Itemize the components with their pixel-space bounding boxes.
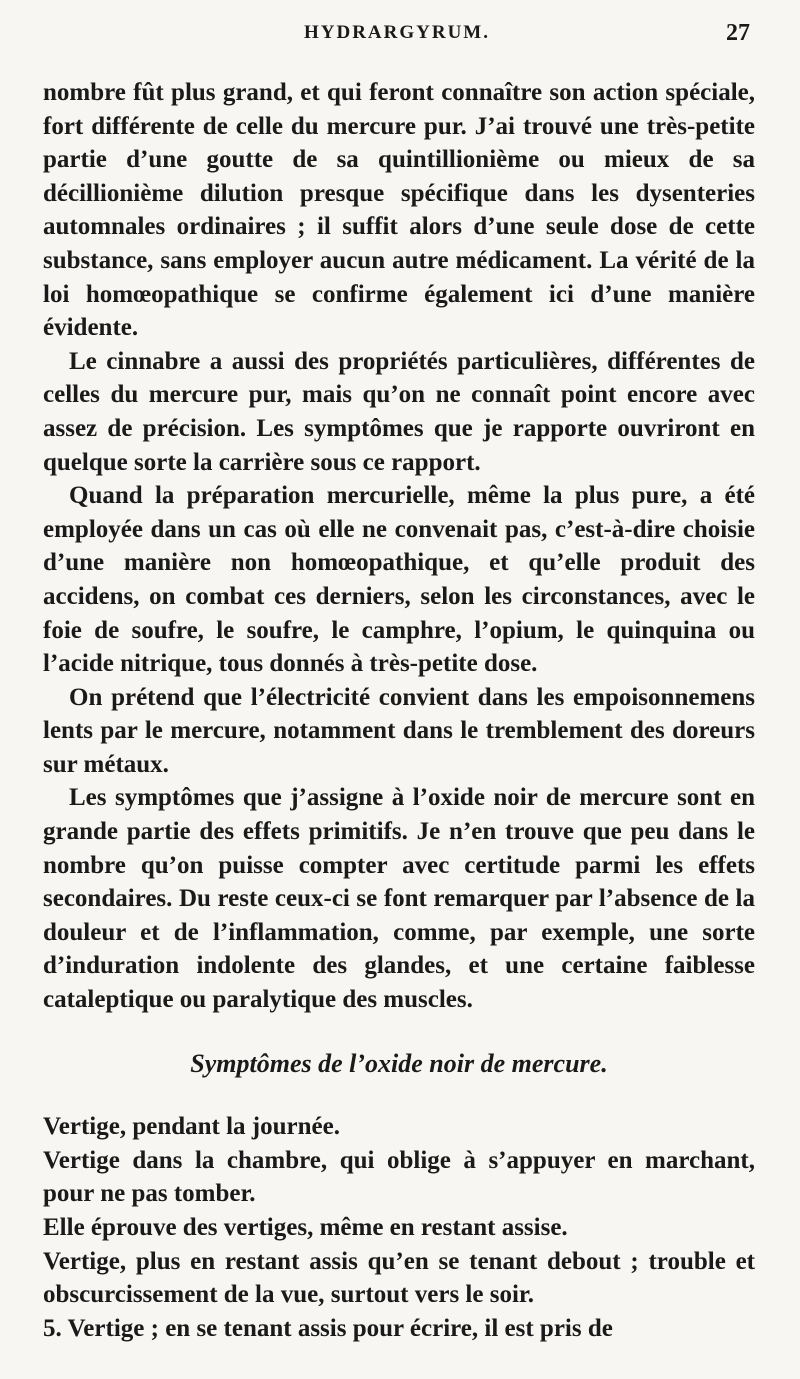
body-text <box>43 76 755 1345</box>
paragraph: nombre fût plus grand, et qui feront connaître son action spéciale, fort différente de celle du mercure pur. J’ai trouvé une très-petite partie d’une goutte de sa quintillionième ou mieux de sa décillionième dilution presque spécifique dans les dysenteries automnales ordinaires ; il suffit alors d’une seule dose de cette substance, sans employer aucun autre médicament. La vérité de la loi homœopathique se confirme également ici d’une manière évidente. <box>43 79 755 342</box>
symptom-item: Elle éprouve des vertiges, même en restant assise. <box>43 1214 568 1241</box>
symptom-item: 5. Vertige ; en se tenant assis pour écrire, il est pris de <box>43 1314 613 1342</box>
symptom-item: Vertige dans la chambre, qui oblige à s’appuyer en marchant, pour ne pas tomber. <box>43 1146 755 1208</box>
paragraph: Les symptômes que j’assigne à l’oxide noir de mercure sont en grande partie des effets primitifs. Je n’en trouve que peu dans le nombre qu’on puisse compter avec certitude parmi les effets secondaires. Du reste ceux-ci se font remarquer par l’absence de la douleur et de l’inflammation, comme, par exemple, une sorte d’induration indolente des glandes, et une certaine faiblesse cataleptique ou paralytique des muscles. <box>43 784 755 1014</box>
page-number: 27 <box>726 20 750 46</box>
symptom-item: Vertige, pendant la journée. <box>43 1113 340 1141</box>
running-title: HYDRARGYRUM. <box>303 22 490 43</box>
paragraph: Quand la préparation mercurielle, même la plus pure, a été employée dans un cas où elle ne convenait pas, c’est-à-dire choisie d’une manière non homœopathique, et qu’elle produit des accidens, on combat ces derniers, selon les circonstances, avec le foie de soufre, le soufre, le camphre, l’opium, le quinquina ou l’acide nitrique, tous donnés à très-petite dose. <box>43 482 755 678</box>
section-title: Symptômes de l’oxide noir de mercure. <box>190 1048 608 1078</box>
symptom-item: Vertige, plus en restant assis qu’en se tenant debout ; trouble et obscurcissement de la vue, surtout vers le soir. <box>43 1247 755 1309</box>
paragraph: Le cinnabre a aussi des propriétés particulières, différentes de celles du mercure pur, mais qu’on ne connaît point encore avec assez de précision. Les symptômes que je rapporte ouvriront en quelque sorte la carrière sous ce rapport. <box>43 347 755 476</box>
paragraph: On prétend que l’électricité convient dans les empoisonnemens lents par le mercure, notamment dans le tremblement des doreurs sur métaux. <box>43 683 755 778</box>
page-header <box>44 14 750 54</box>
